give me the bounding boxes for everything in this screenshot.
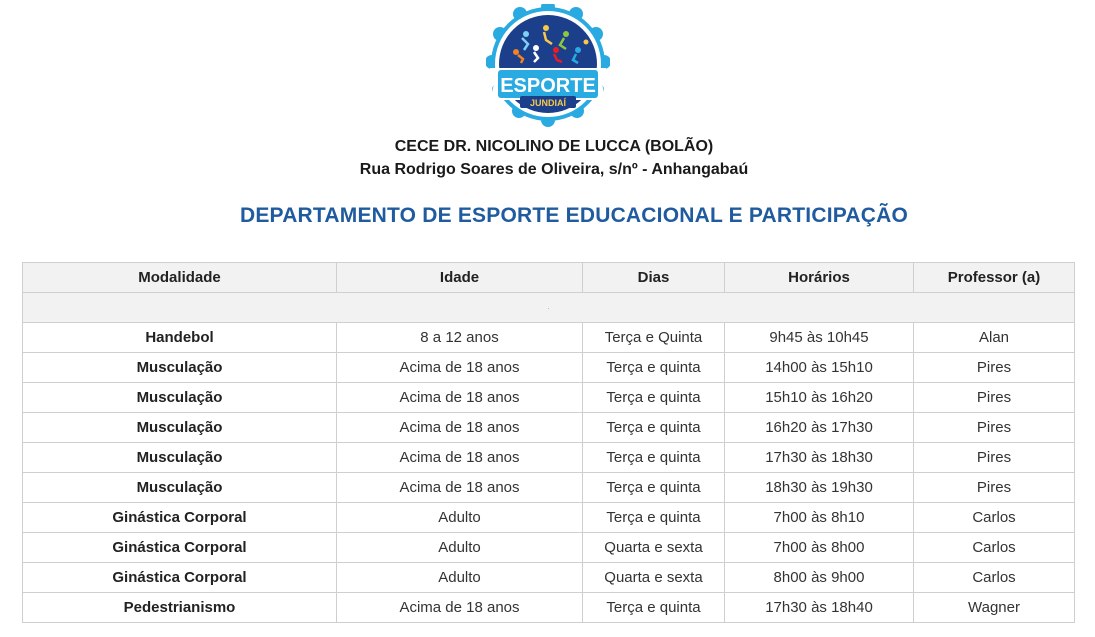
cell-idade: Acima de 18 anos xyxy=(337,383,583,413)
cell-dias: Terça e Quinta xyxy=(583,323,725,353)
cell-modalidade: Ginástica Corporal xyxy=(23,563,337,593)
table-row xyxy=(23,353,1075,383)
cell-dias: Terça e quinta xyxy=(583,413,725,443)
venue-name: CECE DR. NICOLINO DE LUCCA (BOLÃO) xyxy=(394,138,714,155)
cell-horario: 7h00 às 8h10 xyxy=(725,503,914,533)
cell-professor: Carlos xyxy=(914,503,1075,533)
cell-dias: Quarta e sexta xyxy=(583,563,725,593)
table-row xyxy=(23,323,1075,353)
cell-professor: Wagner xyxy=(914,593,1075,623)
cell-horario: 15h10 às 16h20 xyxy=(725,383,914,413)
cell-professor: Pires xyxy=(914,473,1075,503)
cell-horario: 7h00 às 8h00 xyxy=(725,533,914,563)
cell-professor: Carlos xyxy=(914,533,1075,563)
table-row xyxy=(23,473,1075,503)
column-header-dias: Dias xyxy=(583,263,725,293)
table-header-row xyxy=(23,263,1075,293)
cell-modalidade: Ginástica Corporal xyxy=(23,533,337,563)
cell-dias: Terça e quinta xyxy=(583,473,725,503)
venue-address: Rua Rodrigo Soares de Oliveira, s/nº - Anhangabaú xyxy=(359,161,749,178)
table-row xyxy=(23,503,1075,533)
cell-horario: 17h30 às 18h30 xyxy=(725,443,914,473)
column-header-idade: Idade xyxy=(337,263,583,293)
cell-professor: Pires xyxy=(914,383,1075,413)
cell-idade: Acima de 18 anos xyxy=(337,473,583,503)
cell-idade: Adulto xyxy=(337,503,583,533)
cell-dias: Terça e quinta xyxy=(583,353,725,383)
cell-dias: Terça e quinta xyxy=(583,443,725,473)
cell-dias: Terça e quinta xyxy=(583,383,725,413)
cell-modalidade: Pedestrianismo xyxy=(23,593,337,623)
logo-subtext: JUNDIAÍ xyxy=(529,98,567,108)
table-row xyxy=(23,413,1075,443)
column-header-modalidade: Modalidade xyxy=(23,263,337,293)
table-row xyxy=(23,443,1075,473)
cell-idade: Acima de 18 anos xyxy=(337,353,583,383)
cell-idade: Acima de 18 anos xyxy=(337,593,583,623)
cell-idade: Adulto xyxy=(337,533,583,563)
cell-professor: Pires xyxy=(914,413,1075,443)
cell-professor: Pires xyxy=(914,443,1075,473)
cell-dias: Quarta e sexta xyxy=(583,533,725,563)
cell-horario: 8h00 às 9h00 xyxy=(725,563,914,593)
esporte-jundiai-logo xyxy=(486,4,610,128)
cell-professor: Alan xyxy=(914,323,1075,353)
cell-modalidade: Musculação xyxy=(23,443,337,473)
table-row xyxy=(23,383,1075,413)
cell-modalidade: Musculação xyxy=(23,383,337,413)
column-header-horarios: Horários xyxy=(725,263,914,293)
logo-text: ESPORTE xyxy=(500,75,596,97)
cell-horario: 9h45 às 10h45 xyxy=(725,323,914,353)
cell-horario: 18h30 às 19h30 xyxy=(725,473,914,503)
table-row xyxy=(23,563,1075,593)
column-header-professor: Professor (a) xyxy=(914,263,1075,293)
cell-idade: Acima de 18 anos xyxy=(337,413,583,443)
cell-horario: 14h00 às 15h10 xyxy=(725,353,914,383)
cell-horario: 16h20 às 17h30 xyxy=(725,413,914,443)
cell-modalidade: Musculação xyxy=(23,413,337,443)
cell-dias: Terça e quinta xyxy=(583,503,725,533)
table-row xyxy=(23,593,1075,623)
cell-modalidade: Musculação xyxy=(23,473,337,503)
spacer-cell: . xyxy=(23,293,1075,323)
spacer-row xyxy=(23,293,1075,323)
cell-modalidade: Ginástica Corporal xyxy=(23,503,337,533)
cell-idade: Adulto xyxy=(337,563,583,593)
cell-idade: 8 a 12 anos xyxy=(337,323,583,353)
cell-idade: Acima de 18 anos xyxy=(337,443,583,473)
department-title: DEPARTAMENTO DE ESPORTE EDUCACIONAL E PARTICIPAÇÃO xyxy=(239,204,909,227)
schedule-table xyxy=(22,262,1075,623)
table-row xyxy=(23,533,1075,563)
cell-professor: Carlos xyxy=(914,563,1075,593)
cell-modalidade: Musculação xyxy=(23,353,337,383)
cell-horario: 17h30 às 18h40 xyxy=(725,593,914,623)
cell-professor: Pires xyxy=(914,353,1075,383)
cell-dias: Terça e quinta xyxy=(583,593,725,623)
cell-modalidade: Handebol xyxy=(23,323,337,353)
